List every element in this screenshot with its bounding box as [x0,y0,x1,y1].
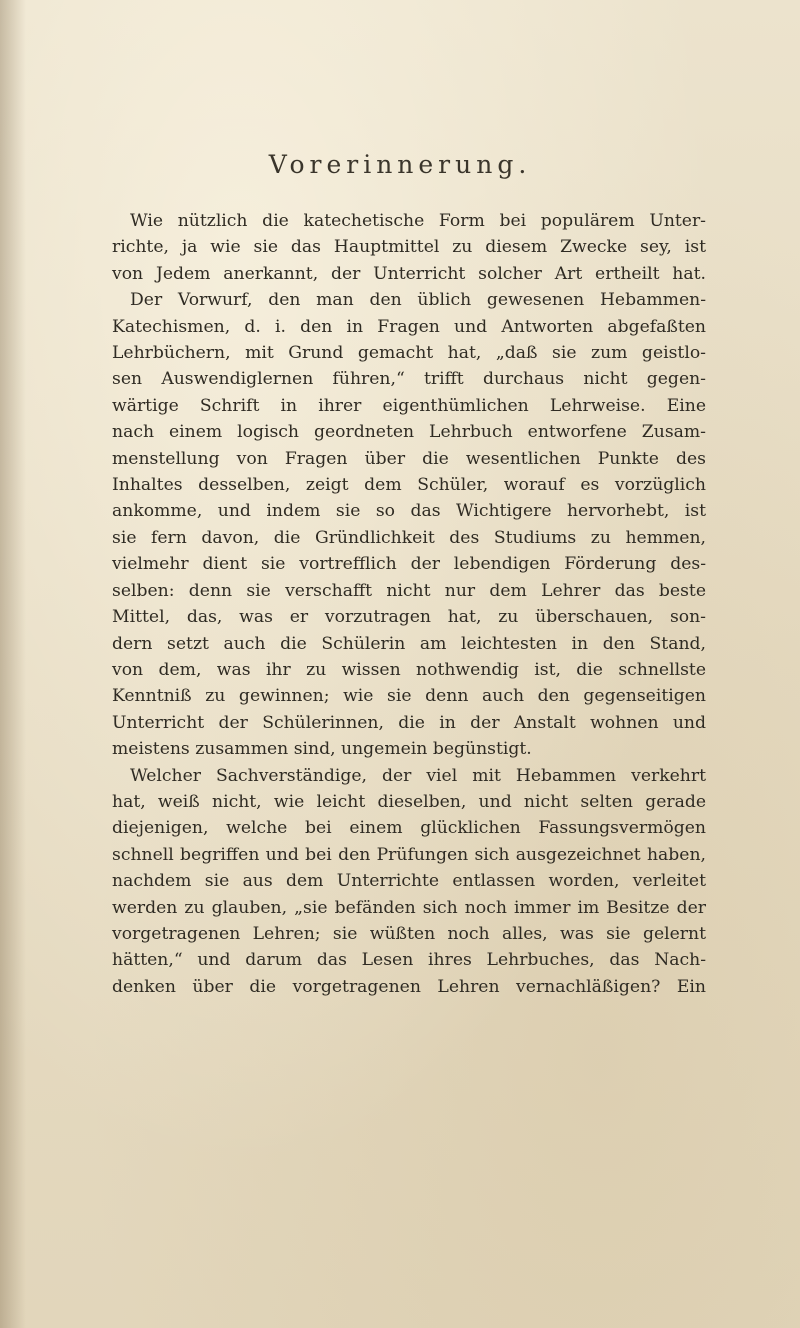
text-line: meistens zusammen sind, ungemein begünstigt. [112,739,532,760]
text-line: selben: denn sie verschafft nicht nur dem Lehrer das beste [112,580,706,601]
text-line: dern setzt auch die Schülerin am leichtesten in den Stand, [112,633,706,654]
text-line: von Jedem anerkannt, der Unterricht solcher Art ertheilt hat. [112,263,706,284]
text-line: Inhaltes desselben, zeigt dem Schüler, worauf es vorzüglich [112,475,706,496]
text-line: diejenigen, welche bei einem glücklichen Fassungsvermögen [112,818,706,839]
text-line: Unterricht der Schülerinnen, die in der Anstalt wohnen und [112,712,706,733]
text-line: ankomme, und indem sie so das Wichtigere hervorhebt, ist [112,501,706,522]
text-line: sie fern davon, die Gründlichkeit des Studiums zu hemmen, [112,527,706,548]
page-heading: Vorerinnerung. [268,150,532,179]
page-gutter-shadow [0,0,26,1328]
body-text [112,208,706,1000]
text-line: werden zu glauben, „sie befänden sich noch immer im Besitze der [112,897,706,918]
text-line: schnell begriffen und bei den Prüfungen sich ausgezeichnet haben, [112,844,706,865]
text-line: menstellung von Fragen über die wesentlichen Punkte des [112,448,706,469]
text-line: hat, weiß nicht, wie leicht dieselben, und nicht selten gerade [112,791,706,812]
text-line: vorgetragenen Lehren; sie wüßten noch alles, was sie gelernt [112,923,706,944]
text-line: wärtige Schrift in ihrer eigenthümlichen Lehrweise. Eine [112,395,706,416]
text-line: Lehrbüchern, mit Grund gemacht hat, „daß sie zum geistlo- [112,343,706,364]
text-line: denken über die vorgetragenen Lehren vernachläßigen? Ein [112,976,706,997]
text-line: nachdem sie aus dem Unterrichte entlassen worden, verleitet [112,871,706,892]
text-line: Mittel, das, was er vorzutragen hat, zu überschauen, son- [112,607,706,628]
text-line: von dem, was ihr zu wissen nothwendig ist, die schnellste [112,659,706,680]
text-line: Kenntniß zu gewinnen; wie sie denn auch den gegenseitigen [112,686,706,707]
text-line: vielmehr dient sie vortrefflich der lebendigen Förderung des- [112,554,706,575]
text-line: Katechismen, d. i. den in Fragen und Antworten abgefaßten [112,316,706,337]
text-line: sen Auswendiglernen führen,“ trifft durchaus nicht gegen- [112,369,706,390]
text-line: Welcher Sachverständige, der viel mit Hebammen verkehrt [130,765,706,786]
text-line: hätten,“ und darum das Lesen ihres Lehrbuches, das Nach- [112,950,706,971]
text-line: richte, ja wie sie das Hauptmittel zu diesem Zwecke sey, ist [112,237,706,258]
text-line: Wie nützlich die katechetische Form bei populärem Unter- [130,211,706,231]
text-line: nach einem logisch geordneten Lehrbuch entworfene Zusam- [112,422,706,443]
text-line: Der Vorwurf, den man den üblich gewesenen Hebammen- [130,290,706,311]
